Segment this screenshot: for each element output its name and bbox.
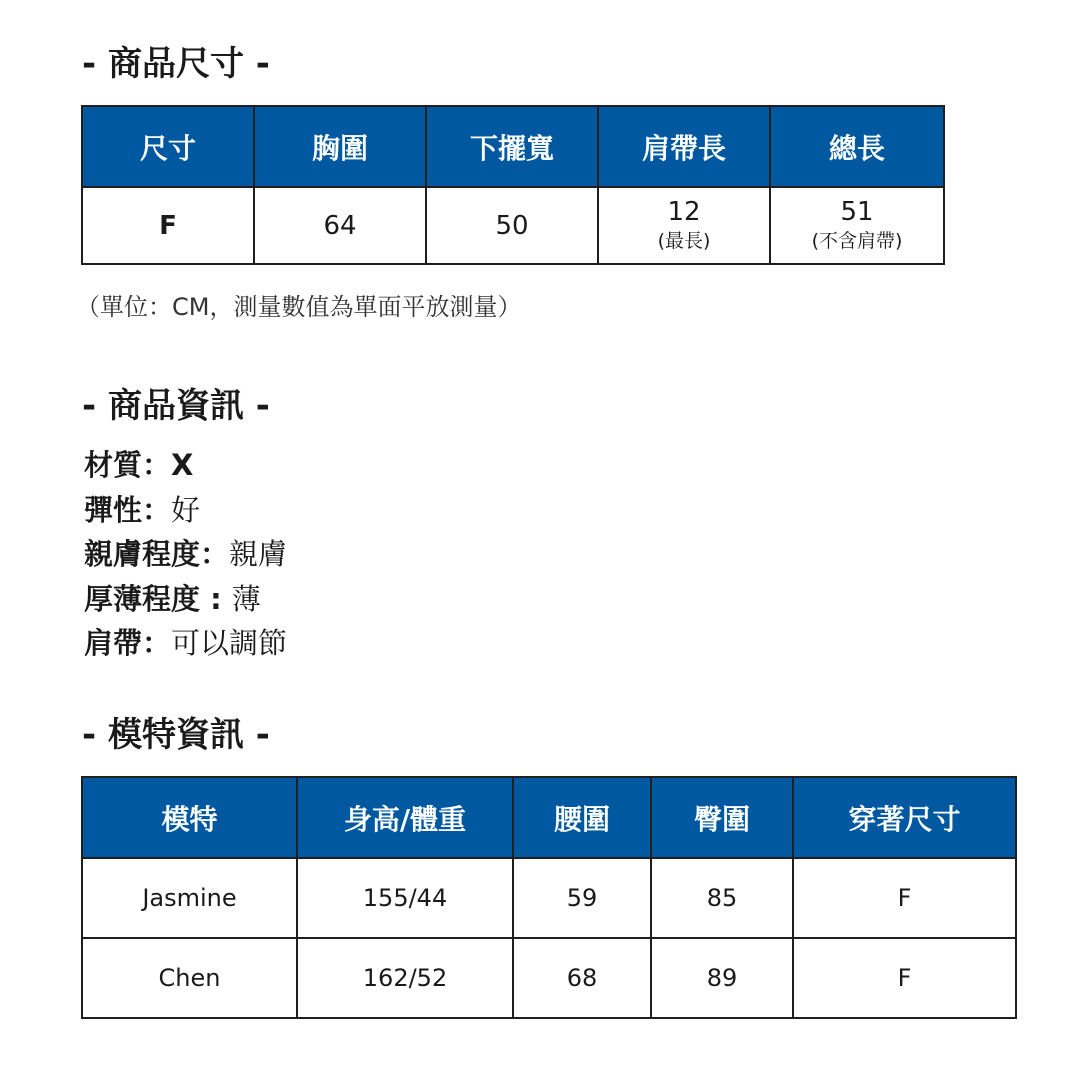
list-item bbox=[84, 443, 287, 488]
model-header-waist: 腰圍 bbox=[513, 777, 651, 858]
list-item bbox=[84, 532, 287, 577]
strap-value: 12 bbox=[667, 196, 701, 227]
model-cell-height-weight: 162/52 bbox=[297, 938, 513, 1018]
table-row bbox=[82, 187, 944, 264]
unit-note: （單位：CM，測量數值為單面平放測量） bbox=[76, 293, 522, 321]
model-header-height-weight: 身高/體重 bbox=[297, 777, 513, 858]
size-cell-hem: 50 bbox=[426, 187, 598, 264]
model-cell-hip: 85 bbox=[651, 858, 793, 938]
model-header-model: 模特 bbox=[82, 777, 297, 858]
model-cell-size: F bbox=[793, 858, 1016, 938]
info-label-thickness: 厚薄程度 : bbox=[84, 581, 232, 616]
info-value-thickness: 薄 bbox=[231, 581, 261, 616]
size-cell-length bbox=[770, 187, 944, 264]
info-section-title: - 商品資訊 - bbox=[82, 386, 270, 426]
model-table-header-row bbox=[82, 777, 1016, 858]
size-section-title: - 商品尺寸 - bbox=[82, 44, 270, 84]
model-cell-waist: 68 bbox=[513, 938, 651, 1018]
table-row bbox=[82, 858, 1016, 938]
model-table bbox=[81, 776, 1017, 1019]
strap-note: (最長) bbox=[657, 229, 711, 252]
info-value-elasticity: 好 bbox=[171, 492, 201, 527]
length-value: 51 bbox=[840, 196, 874, 227]
info-label-elasticity: 彈性： bbox=[84, 492, 172, 527]
size-header-strap: 肩帶長 bbox=[598, 106, 770, 187]
info-label-material: 材質： bbox=[84, 448, 172, 482]
length-note: (不含肩帶) bbox=[811, 229, 903, 252]
size-table bbox=[81, 105, 945, 265]
size-header-chest: 胸圍 bbox=[254, 106, 426, 187]
size-table-header-row bbox=[82, 106, 944, 187]
size-header-size: 尺寸 bbox=[82, 106, 254, 187]
model-cell-height-weight: 155/44 bbox=[297, 858, 513, 938]
info-value-strap: 可以調節 bbox=[171, 626, 288, 660]
size-header-length: 總長 bbox=[770, 106, 944, 187]
size-cell-chest: 64 bbox=[254, 187, 426, 264]
info-value-skin-feel: 親膚 bbox=[229, 537, 288, 571]
model-header-hip: 臀圍 bbox=[651, 777, 793, 858]
table-row bbox=[82, 938, 1016, 1018]
info-label-strap: 肩帶： bbox=[84, 626, 172, 660]
model-header-size: 穿著尺寸 bbox=[793, 777, 1016, 858]
model-section-title: - 模特資訊 - bbox=[82, 715, 270, 755]
model-cell-name: Jasmine bbox=[82, 858, 297, 938]
info-value-material: X bbox=[171, 448, 194, 482]
model-cell-hip: 89 bbox=[651, 938, 793, 1018]
model-cell-name: Chen bbox=[82, 938, 297, 1018]
info-list bbox=[84, 443, 287, 666]
size-header-hem: 下擺寬 bbox=[426, 106, 598, 187]
list-item bbox=[84, 488, 287, 533]
list-item bbox=[84, 621, 287, 666]
size-cell-strap bbox=[598, 187, 770, 264]
size-cell-size: F bbox=[82, 187, 254, 264]
info-label-skin-feel: 親膚程度： bbox=[84, 537, 230, 571]
model-cell-size: F bbox=[793, 938, 1016, 1018]
model-cell-waist: 59 bbox=[513, 858, 651, 938]
list-item bbox=[84, 577, 287, 622]
